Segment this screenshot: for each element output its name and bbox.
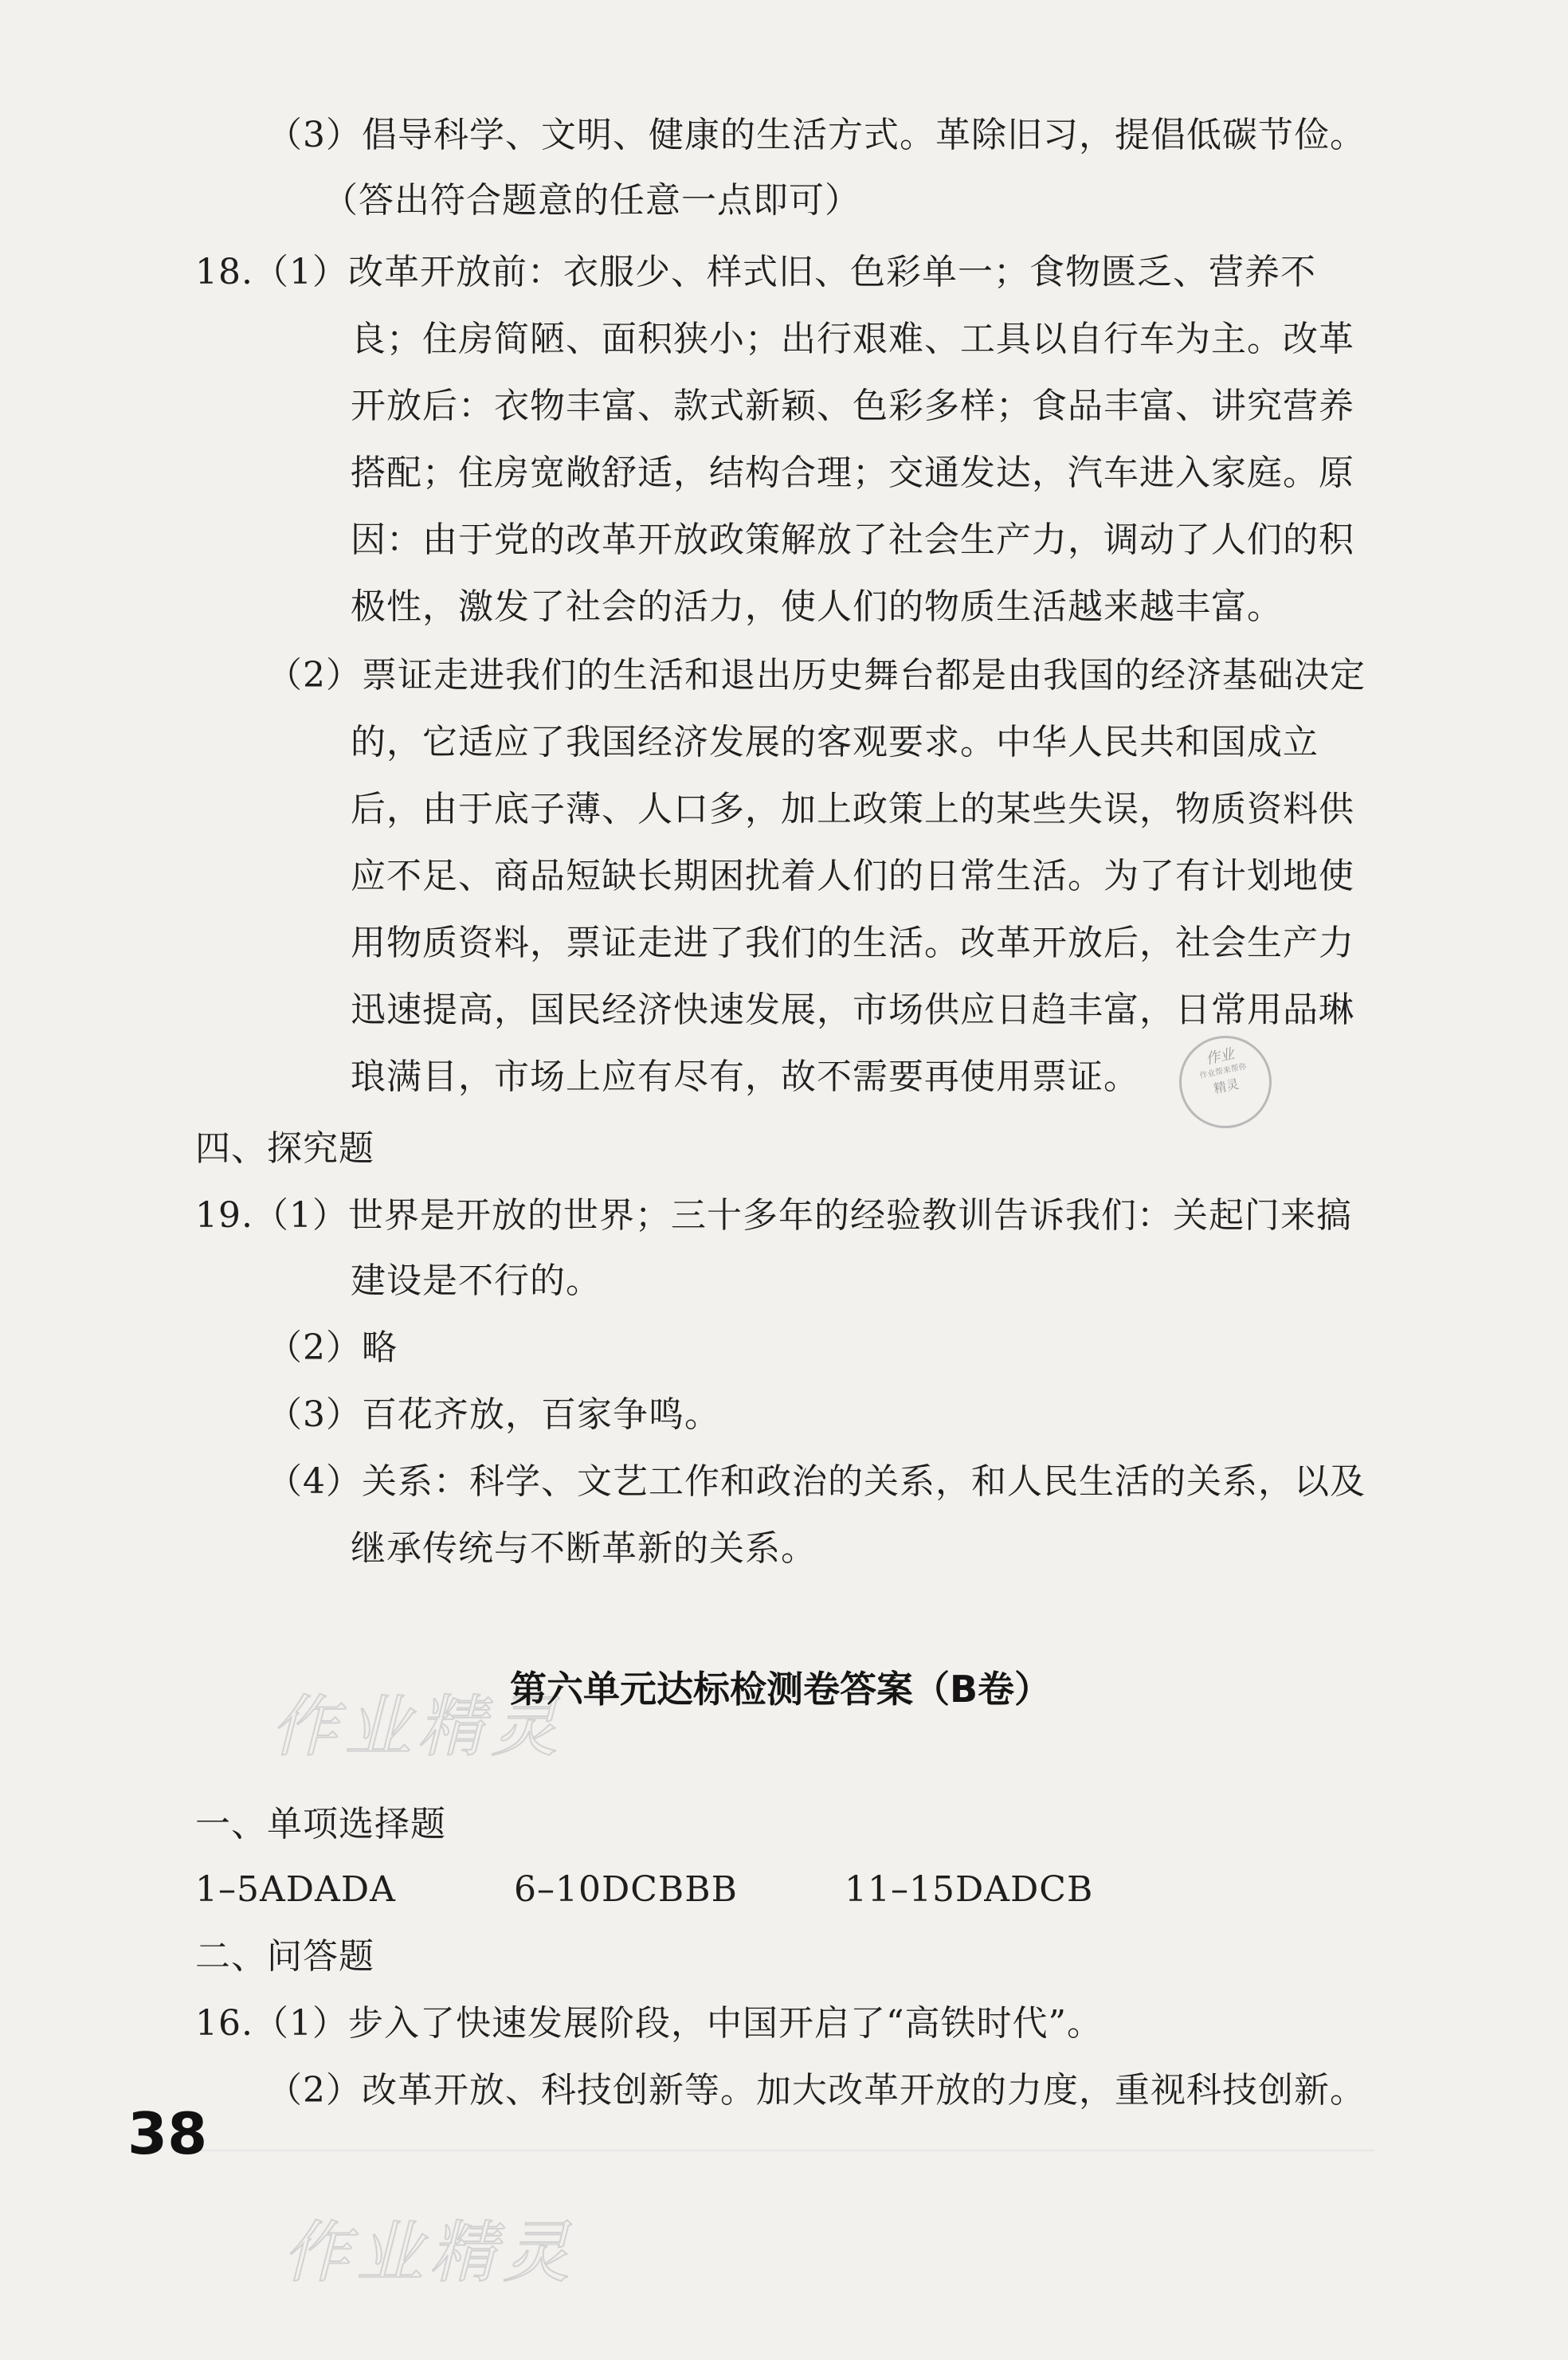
unit6b-heading: 第六单元达标检测卷答案（B卷） bbox=[510, 1668, 1052, 1711]
q16-1: 16.（1）步入了快速发展阶段，中国开启了“高铁时代”。 bbox=[195, 2003, 1103, 2044]
q17-3-line-2: （答出符合题意的任意一点即可） bbox=[323, 180, 860, 221]
choices-1-5: 1–5ADADA bbox=[195, 1869, 396, 1910]
footer-divider bbox=[195, 2150, 1374, 2151]
section-1-title: 一、单项选择题 bbox=[195, 1804, 446, 1844]
q18-1-line-3: 开放后：衣物丰富、款式新颖、色彩多样；食品丰富、讲究营养 bbox=[351, 386, 1354, 426]
q19-1-line-2: 建设是不行的。 bbox=[351, 1260, 602, 1301]
section-2-title: 二、问答题 bbox=[195, 1936, 374, 1977]
stamp-bottom: 精灵 bbox=[1212, 1076, 1241, 1097]
stamp-watermark bbox=[1170, 1027, 1280, 1137]
q18-2-line-1: （2）票证走进我们的生活和退出历史舞台都是由我国的经济基础决定 bbox=[267, 655, 1366, 696]
q19-4-line-1: （4）关系：科学、文艺工作和政治的关系，和人民生活的关系，以及 bbox=[267, 1461, 1366, 1502]
q17-3-line-1: （3）倡导科学、文明、健康的生活方式。革除旧习，提倡低碳节俭。 bbox=[267, 115, 1366, 155]
stamp-top: 作业 bbox=[1204, 1045, 1237, 1068]
q19-4-line-2: 继承传统与不断革新的关系。 bbox=[351, 1528, 817, 1569]
q18-2-line-6: 迅速提高，国民经济快速发展，市场供应日趋丰富，日常用品琳 bbox=[351, 990, 1354, 1030]
page-number: 38 bbox=[127, 2100, 208, 2167]
watermark-mid: 作业精灵 bbox=[271, 1688, 565, 1766]
q16-2: （2）改革开放、科技创新等。加大改革开放的力度，重视科技创新。 bbox=[267, 2070, 1366, 2111]
watermark-bottom: 作业精灵 bbox=[283, 2213, 577, 2291]
q19-1-line-1: 19.（1）世界是开放的世界；三十多年的经验教训告诉我们：关起门来搞 bbox=[195, 1195, 1352, 1236]
q18-2-line-3: 后，由于底子薄、人口多，加上政策上的某些失误，物质资料供 bbox=[351, 789, 1354, 829]
q18-1-line-6: 极性，激发了社会的活力，使人们的物质生活越来越丰富。 bbox=[351, 586, 1283, 627]
q18-2-line-4: 应不足、商品短缺长期困扰着人们的日常生活。为了有计划地使 bbox=[351, 856, 1354, 896]
choices-6-10: 6–10DCBBB bbox=[514, 1869, 738, 1910]
q18-1-line-2: 良；住房简陋、面积狭小；出行艰难、工具以自行车为主。改革 bbox=[351, 319, 1354, 359]
q18-1-line-5: 因：由于党的改革开放政策解放了社会生产力，调动了人们的积 bbox=[351, 519, 1354, 560]
q18-1-line-1: 18.（1）改革开放前：衣服少、样式旧、色彩单一；食物匮乏、营养不 bbox=[195, 252, 1316, 292]
q18-1-line-4: 搭配；住房宽敞舒适，结构合理；交通发达，汽车进入家庭。原 bbox=[351, 453, 1354, 493]
q18-2-line-7: 琅满目，市场上应有尽有，故不需要再使用票证。 bbox=[351, 1057, 1139, 1097]
q18-2-line-5: 用物质资料，票证走进了我们的生活。改革开放后，社会生产力 bbox=[351, 923, 1354, 963]
section-4-title: 四、探究题 bbox=[195, 1128, 374, 1169]
stamp-middle: 作业帮来帮你 bbox=[1198, 1062, 1248, 1081]
q18-2-line-2: 的，它适应了我国经济发展的客观要求。中华人民共和国成立 bbox=[351, 722, 1319, 762]
q19-2: （2）略 bbox=[267, 1327, 398, 1368]
choices-11-15: 11–15DADCB bbox=[845, 1869, 1094, 1910]
q19-3: （3）百花齐放，百家争鸣。 bbox=[267, 1394, 720, 1435]
